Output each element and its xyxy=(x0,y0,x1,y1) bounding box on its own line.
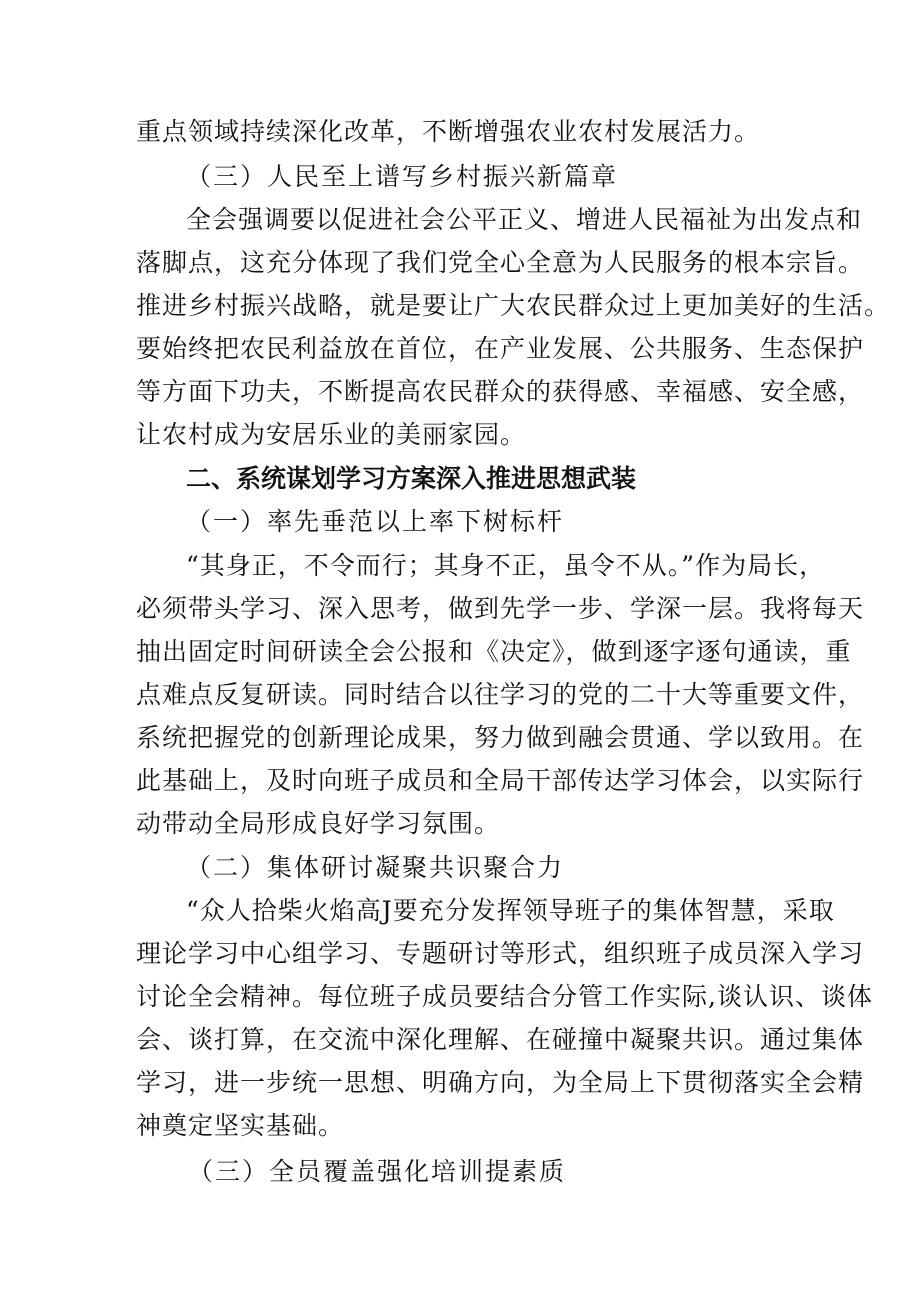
paragraph-line: 理论学习中心组学习、专题研讨等形式，组织班子成员深入学习 xyxy=(136,939,865,968)
paragraph-line: 重点领域持续深化改革，不断增强农业农村发展活力。 xyxy=(136,117,761,146)
paragraph-line: 要始终把农民利益放在首位，在产业发展、公共服务、生态保护 xyxy=(136,334,865,363)
paragraph-line: 必须带头学习、深入思考，做到先学一步、学深一层。我将每天 xyxy=(136,594,865,623)
paragraph-line: 等方面下功夫，不断提高农民群众的获得感、幸福感、安全感， xyxy=(136,377,865,406)
paragraph-line: 落脚点，这充分体现了我们党全心全意为人民服务的根本宗旨。 xyxy=(136,248,865,277)
paragraph-line: 抽出固定时间研读全会公报和《决定》，做到逐字逐句通读，重 xyxy=(136,637,852,666)
paragraph-line: 动带动全局形成良好学习氛围。 xyxy=(136,809,501,838)
subsection-heading: （三）人民至上谱写乡村振兴新篇章 xyxy=(186,162,619,191)
paragraph-line: 此基础上，及时向班子成员和全局干部传达学习体会，以实际行 xyxy=(136,766,865,795)
paragraph-line: “众人拾柴火焰高J要充分发挥领导班子的集体智慧，采取 xyxy=(186,896,835,925)
paragraph-line: 点难点反复研读。同时结合以往学习的党的二十大等重要文件， xyxy=(136,680,865,709)
paragraph-line: 推进乡村振兴战略，就是要让广大农民群众过上更加美好的生活。 xyxy=(136,291,891,320)
subsection-heading: （二）集体研讨凝聚共识聚合力 xyxy=(186,853,565,882)
paragraph-line: 系统把握党的创新理论成果，努力做到融会贯通、学以致用。在 xyxy=(136,723,865,752)
section-heading: 二、系统谋划学习方案深入推进思想武装 xyxy=(186,464,637,493)
paragraph-line: 全会强调要以促进社会公平正义、增进人民福祉为出发点和 xyxy=(186,205,863,234)
paragraph-line: “其身正，不令而行；其身不正，虽令不从。”作为局长， xyxy=(186,551,826,580)
paragraph-line: 讨论全会精神。每位班子成员要结合分管工作实际,谈认识、谈体 xyxy=(136,982,873,1011)
subsection-heading: （一）率先垂范以上率下树标杆 xyxy=(186,507,565,536)
paragraph-line: 神奠定坚实基础。 xyxy=(136,1111,345,1140)
subsection-heading: （三）全员覆盖强化培训提素质 xyxy=(188,1157,567,1186)
paragraph-line: 会、谈打算，在交流中深化理解、在碰撞中凝聚共识。通过集体 xyxy=(136,1025,865,1054)
paragraph-line: 让农村成为安居乐业的美丽家园。 xyxy=(136,420,527,449)
paragraph-line: 学习，进一步统一思想、明确方向，为全局上下贯彻落实全会精 xyxy=(136,1068,865,1097)
